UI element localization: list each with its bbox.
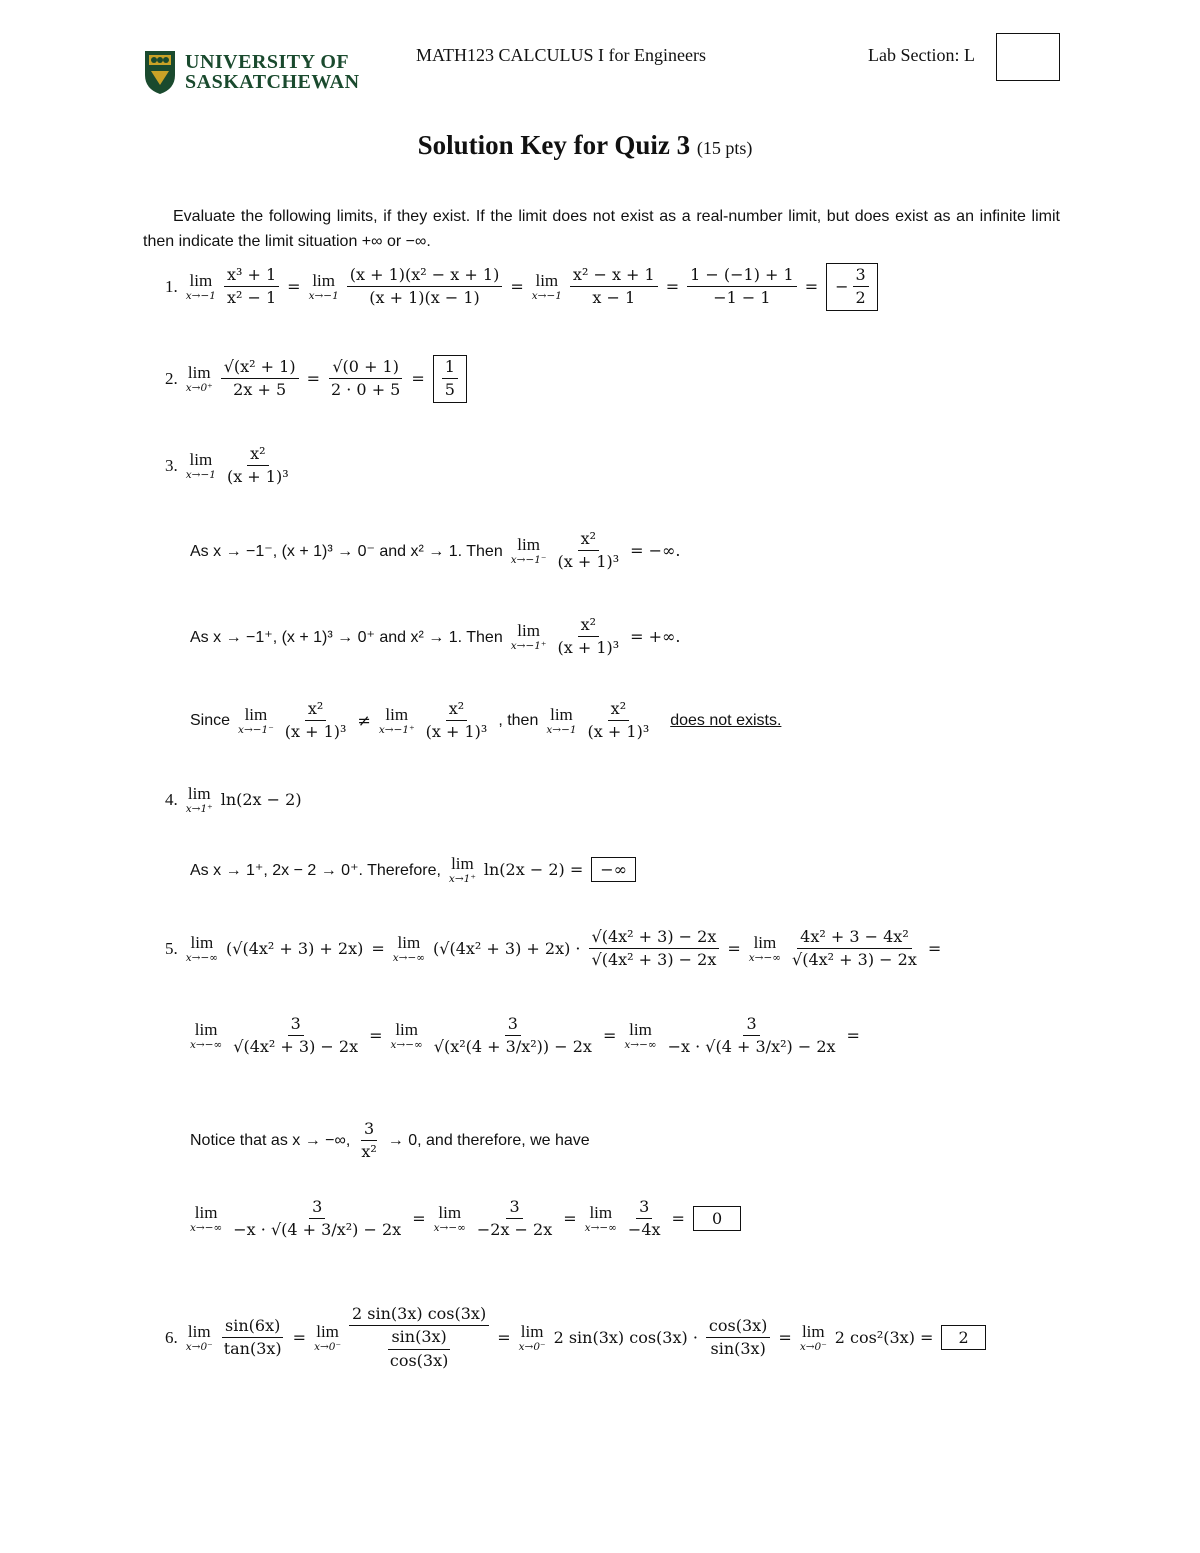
page-title (0, 130, 1170, 161)
right-limit-result: = +∞. (630, 627, 681, 647)
equals: = (292, 1328, 307, 1348)
fraction: $\frac{\text{x²}}{\text{(x + 1)³}}$ (557, 529, 620, 572)
left-limit-result: = −∞. (630, 541, 681, 561)
fraction: $\frac{√(0 + 1)}{2 \cdot 0 + 5}$ (330, 357, 401, 400)
problem-1 (165, 263, 886, 311)
limit-operator: lim x→−1 (546, 705, 577, 737)
left-limit-text: As x → −1⁻, (x + 1)³ → 0⁻ and x² → 1. Then (190, 542, 503, 560)
since-text: Since (190, 711, 231, 729)
expression: 2 cos²(3x) = (834, 1328, 934, 1348)
limit-operator: lim x→−1 (531, 271, 562, 303)
title-main: Solution Key for Quiz 3 (417, 130, 691, 160)
answer-box: 0 (693, 1206, 741, 1231)
expression: ln(2x − 2) (220, 790, 302, 810)
fraction: $\frac{\text{x²}}{\text{(x + 1)³}}$ (557, 615, 620, 658)
problem-number: 5. (165, 938, 178, 958)
limit-operator: lim x→−∞ (584, 1203, 617, 1235)
equals: = (846, 1026, 860, 1046)
equals: = (727, 939, 741, 959)
university-logo (143, 49, 360, 95)
problem-4-solution (190, 855, 644, 885)
problem-number: 3. (165, 455, 178, 475)
limit-operator: lim x→0⁻ (518, 1321, 546, 1353)
answer-dne: does not exists. (670, 711, 782, 729)
notice-text-end: → 0, and therefore, we have (387, 1131, 590, 1149)
problem-3-right-limit (190, 616, 688, 658)
title-points: (15 pts) (696, 138, 753, 158)
answer-box: 2 (941, 1325, 985, 1350)
problem-3-conclusion (190, 700, 789, 742)
limit-operator: lim x→−∞ (433, 1203, 466, 1235)
university-name-line1: UNIVERSITY OF (185, 51, 350, 73)
limit-operator: lim x→−∞ (748, 933, 782, 965)
course-title: MATH123 CALCULUS I for Engineers (416, 45, 706, 65)
answer-box: $\frac{1}{5}$ (433, 355, 467, 403)
equals: = (306, 369, 320, 389)
fraction: $\frac{3}{\text{−x · √(4 + 3/x²) − 2x}}$ (233, 1197, 402, 1240)
problem-5-step2 (190, 1015, 868, 1057)
limit-operator: lim x→−1⁺ (510, 621, 547, 653)
fraction: $\frac{\text{x³ + 1}}{\text{x² − 1}}$ (224, 266, 279, 308)
expression: (√(4x² + 3) + 2x) (226, 939, 364, 959)
lab-section-box[interactable] (996, 33, 1060, 81)
fraction: $\frac{1 - (-1) + 1}{-1 - 1}$ (687, 266, 797, 308)
equals: = (412, 1209, 426, 1229)
problem-5-notice (190, 1120, 598, 1162)
fraction: $\frac{3}{\text{−x · √(4 + 3/x²) − 2x}}$ (667, 1014, 836, 1057)
then-text: , then (498, 711, 539, 729)
limit-operator: lim x→−1⁻ (238, 705, 274, 737)
expression: 2 sin(3x) cos(3x) · (553, 1328, 698, 1348)
limit-operator: lim x→−∞ (185, 933, 219, 965)
fraction: $\frac{\text{x²}}{\text{(x + 1)³}}$ (284, 699, 347, 742)
equals: = (497, 1328, 511, 1348)
university-crest-icon (143, 49, 177, 95)
problem-3 (165, 445, 300, 487)
limit-operator: lim x→−∞ (190, 1020, 223, 1052)
university-name-line2: SASKATCHEWAN (185, 71, 360, 93)
fraction: $\frac{\cos(3x)}{\sin(3x)}$ (706, 1317, 771, 1359)
limit-operator: lim x→0⁻ (314, 1321, 342, 1353)
notice-text: Notice that as x → −∞, (190, 1131, 351, 1149)
limit-operator: lim x→1⁺ (185, 784, 213, 815)
lab-section-label: Lab Section: L (868, 45, 975, 65)
problem-5 (165, 928, 949, 970)
limit-operator: lim x→−∞ (624, 1020, 657, 1052)
equals: = (671, 1209, 685, 1229)
limit-operator: lim x→−∞ (390, 1020, 423, 1052)
equals: = (804, 277, 819, 297)
instructions: Evaluate the following limits, if they exist. If the limit does not exist as a real-number limit, but does exist as an infinite limit then indicate the limit situation +∞ or −∞. (143, 208, 1060, 250)
limit-operator: lim x→−1⁺ (378, 705, 415, 737)
problem-number: 4. (165, 789, 178, 809)
fraction: $\frac{\text{(x + 1)(x² − x + 1)}}{(x + 1)(x - 1)}$ (347, 266, 503, 308)
expression: (√(4x² + 3) + 2x) · (433, 939, 581, 959)
limit-operator: lim x→−1⁻ (510, 535, 547, 567)
problem-2 (165, 355, 475, 403)
equals: = (371, 939, 385, 959)
answer-box: − $\frac{3}{2}$ (826, 263, 878, 311)
fraction: $\frac{3}{\text{x²}}$ (361, 1119, 377, 1162)
fraction: $\frac{\text{√(4x² + 3) − 2x}}{\text{√(4x² + 3) − 2x}}$ (589, 928, 720, 970)
right-limit-text: As x → −1⁺, (x + 1)³ → 0⁺ and x² → 1. Then (190, 628, 503, 646)
problem-number: 2. (165, 368, 178, 388)
equals: = (602, 1026, 617, 1046)
fraction: $\frac{\sin(6x)}{\tan(3x)}$ (223, 1315, 282, 1359)
fraction: $\frac{\text{x²}}{\text{(x + 1)³}}$ (425, 699, 488, 742)
expression: ln(2x − 2) = (483, 860, 584, 880)
limit-operator: lim x→−1 (185, 450, 216, 482)
fraction: $\frac{3}{-4x}$ (627, 1197, 661, 1240)
equals: = (563, 1209, 577, 1229)
solution-text: As x → 1⁺, 2x − 2 → 0⁺. Therefore, (190, 861, 441, 879)
problem-3-left-limit (190, 530, 688, 572)
equals: = (510, 277, 524, 297)
limit-operator: lim x→0⁺ (185, 363, 213, 395)
limit-operator: lim x→−∞ (392, 933, 426, 965)
problem-5-final (190, 1198, 749, 1240)
fraction: $\frac{3}{-2x - 2x}$ (476, 1197, 553, 1240)
compound-fraction: $\frac{2 \sin(3x) \cos(3x)}{\frac{\sin(3x)}{\cos(3x)}}$ (349, 1305, 489, 1370)
answer-box: −∞ (591, 857, 636, 882)
problem-4 (165, 785, 310, 815)
limit-operator: lim x→−1 (308, 271, 339, 303)
fraction: $\frac{\text{x² − x + 1}}{x - 1}$ (570, 266, 658, 308)
fraction: $\frac{\text{√(x² + 1)}}{2x + 5}$ (221, 358, 299, 400)
problem-number: 1. (165, 276, 178, 296)
problem-6 (165, 1305, 994, 1370)
equals: = (287, 277, 301, 297)
fraction: $\frac{\text{x²}}{\text{(x + 1)³}}$ (587, 699, 650, 742)
limit-operator: lim x→0⁻ (799, 1321, 827, 1353)
not-equal: ≠ (357, 711, 371, 731)
equals: = (369, 1026, 383, 1046)
limit-operator: lim x→−∞ (190, 1203, 223, 1235)
problem-number: 6. (165, 1327, 178, 1347)
fraction: $\frac{\text{x²}}{\text{(x + 1)³}}$ (226, 444, 289, 487)
limit-operator: lim x→1⁺ (448, 854, 476, 885)
limit-operator: lim x→−1 (185, 271, 216, 303)
equals: = (927, 939, 942, 959)
fraction: $\frac{3}{\text{√(4x² + 3) − 2x}}$ (233, 1014, 359, 1057)
fraction: $\frac{3}{\text{√(x²(4 + 3/x²)) − 2x}}$ (433, 1014, 592, 1057)
fraction: $\frac{\text{4x² + 3 − 4x²}}{\text{√(4x² + 3) − 2x}}$ (792, 927, 917, 970)
limit-operator: lim x→0⁻ (185, 1321, 213, 1353)
equals: = (778, 1328, 792, 1348)
equals: = (411, 369, 425, 389)
equals: = (665, 277, 680, 297)
